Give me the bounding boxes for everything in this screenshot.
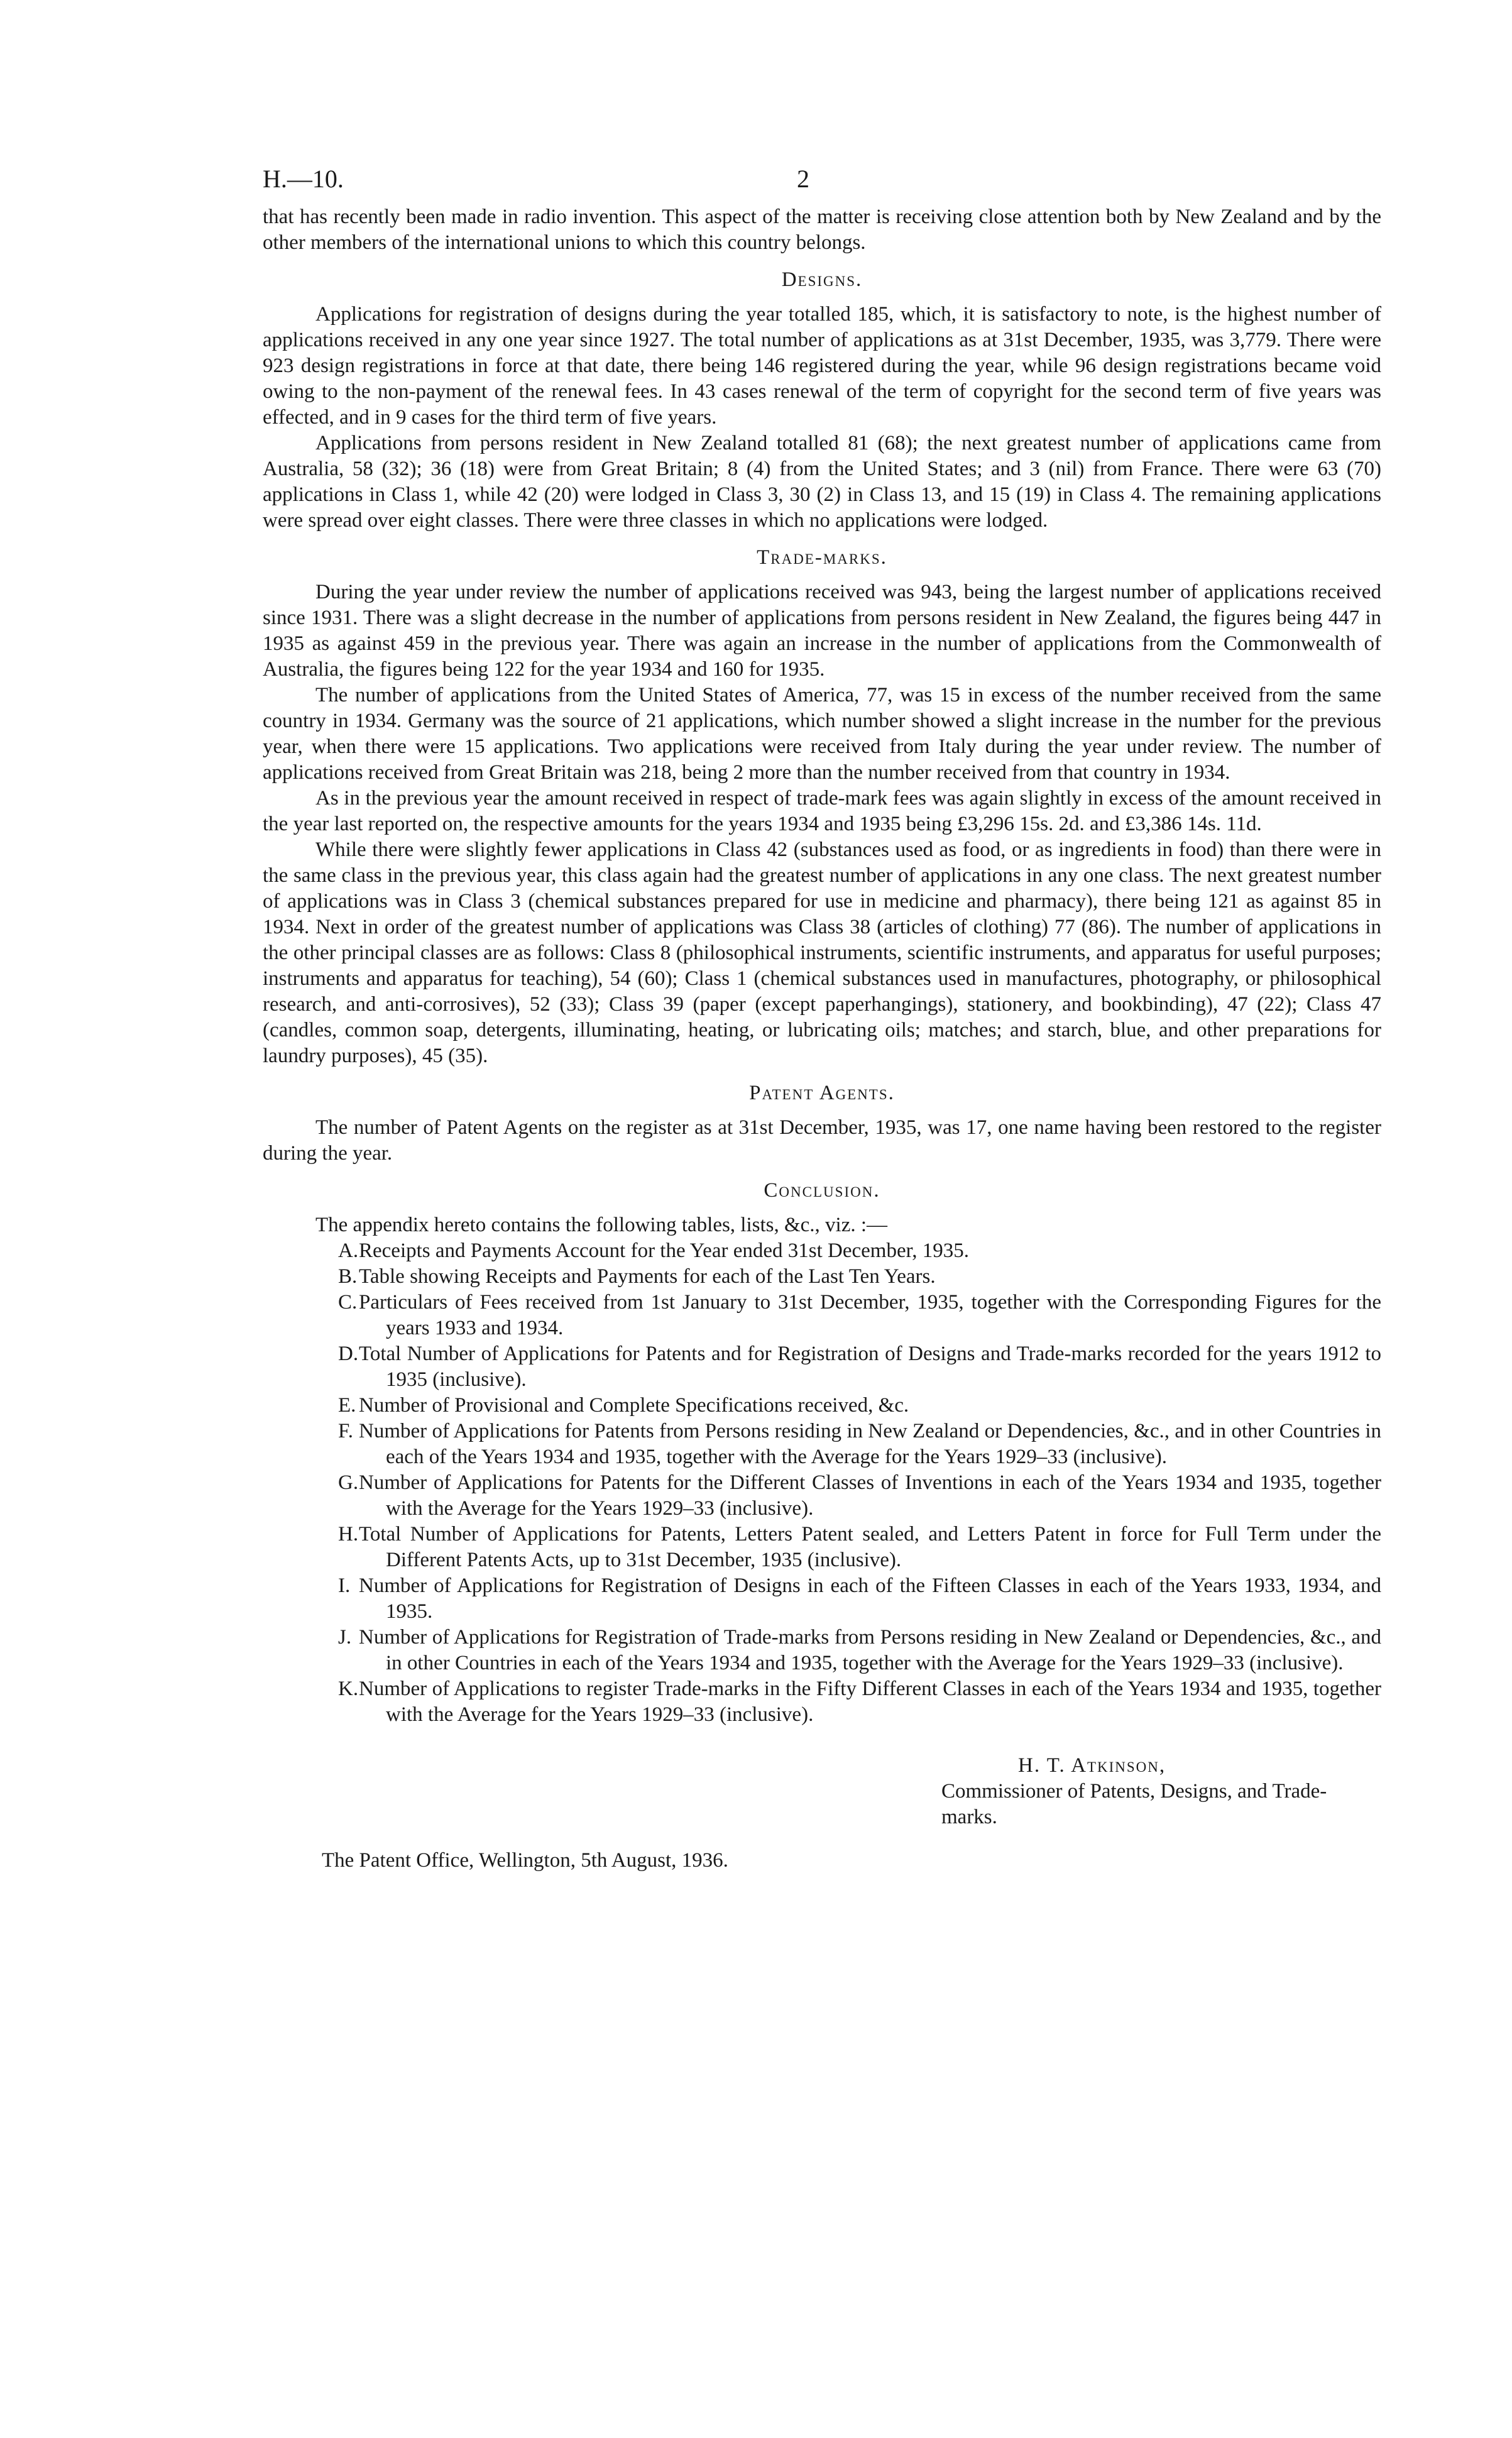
list-item-letter: D. (338, 1343, 359, 1365)
list-item-text: Number of Applications for Patents for the Different Classes of Inventions in each of the Years 1934 and 1935, together with the Average for the Years 1929–33 (inclusive). (359, 1471, 1381, 1520)
list-item-text: Particulars of Fees received from 1st January to 31st December, 1935, together with the Corresponding Figures for the years 1933 and 1934. (359, 1291, 1381, 1339)
list-item (263, 1676, 1381, 1728)
list-item-letter: G. (338, 1471, 359, 1494)
trade-marks-heading: Trade-marks. (757, 546, 887, 569)
list-item-letter: K. (338, 1677, 359, 1700)
conclusion-intro: The appendix hereto contains the following tables, lists, &c., viz. :— (315, 1214, 888, 1236)
running-head (263, 167, 1381, 204)
list-item-text: Table showing Receipts and Payments for each of the Last Ten Years. (359, 1265, 936, 1288)
designs-paragraph: Applications from persons resident in New Zealand totalled 81 (68); the next greatest number of applications came from Australia, 58 (32); 36 (18) were from Great Britain; 8 (4) from the United States; and 3 (nil) from France. There were 63 (70) applications in Class 1, while 42 (20) were lodged in Class 3, 30 (2) in Class 13, and 15 (19) in Class 4. The remaining applications were spread over eight classes. There were three classes in which no applications were lodged. (263, 432, 1381, 532)
list-item-text: Number of Applications for Registration of Trade-marks from Persons residing in New Zealand or Dependencies, &c., and in other Countries in each of the Years 1934 and 1935, together with the Average for the Years 1929–33 (inclusive). (359, 1626, 1381, 1674)
list-item-letter: C. (338, 1291, 358, 1314)
list-item-text: Number of Applications for Registration of Designs in each of the Fifteen Classes in each of the Years 1933, 1934, and 1935. (359, 1574, 1381, 1623)
list-item-letter: H. (338, 1523, 359, 1546)
list-item-text: Number of Provisional and Complete Specifications received, &c. (359, 1394, 909, 1417)
appendix-list (263, 1238, 1381, 1728)
list-item-text: Total Number of Applications for Patents and for Registration of Designs and Trade-marks recorded for the years 1912 to 1935 (inclusive). (359, 1343, 1381, 1391)
list-item-text: Number of Applications for Patents from Persons residing in New Zealand or Dependencies, &c., and in other Countries in each of the Years 1934 and 1935, together with the Average for the Years 1929–33 (inclusive). (359, 1420, 1381, 1468)
list-item-text: Total Number of Applications for Patents, Letters Patent sealed, and Letters Patent in force for Full Term under the Different Patents Acts, up to 31st December, 1935 (inclusive). (359, 1523, 1381, 1571)
document-page (263, 167, 1381, 1874)
list-item (263, 1341, 1381, 1393)
trade-marks-paragraph: During the year under review the number of applications received was 943, being the largest number of applications received since 1931. There was a slight decrease in the number of applications from persons resident in New Zealand, the figures being 447 in 1935 as against 459 in the previous year. There was again an increase in the number of applications from the Commonwealth of Australia, the figures being 122 for the year 1934 and 160 for 1935. (263, 581, 1381, 681)
list-item (263, 1522, 1381, 1573)
patent-agents-heading: Patent Agents. (749, 1082, 895, 1104)
list-item (263, 1573, 1381, 1625)
list-item-text: Receipts and Payments Account for the Year ended 31st December, 1935. (359, 1239, 970, 1262)
list-item-letter: F. (338, 1420, 353, 1442)
list-item (263, 1419, 1381, 1470)
page-number: 2 (797, 165, 809, 193)
trade-marks-paragraph: While there were slightly fewer applications in Class 42 (substances used as food, or as ingredients in food) than there were in the same class in the previous year, this class again had the greatest number of applications in any one class. The next greatest number of applications was in Class 3 (chemical substances prepared for use in medicine and pharmacy), there being 121 as against 85 in 1934. Next in order of the greatest number of applications was Class 38 (articles of clothing) 77 (86). The number of applications in the other principal classes are as follows: Class 8 (philosophical instruments, scientific instruments, and apparatus for useful purposes; instruments and apparatus for teaching), 54 (60); Class 1 (chemical substances used in manufactures, photography, or philosophical research, and anti-corrosives), 52 (33); Class 39 (paper (except paperhangings), stationery, and bookbinding), 47 (22); Class 47 (candles, common soap, detergents, illuminating, heating, or lubricating oils; matches; and starch, blue, and other preparations for laundry purposes), 45 (35). (263, 838, 1381, 1067)
designs-heading: Designs. (781, 268, 863, 291)
list-item-letter: B. (338, 1265, 358, 1288)
list-item (263, 1238, 1381, 1264)
list-item (263, 1290, 1381, 1341)
list-item (263, 1393, 1381, 1419)
conclusion-heading: Conclusion. (764, 1179, 880, 1202)
list-item-letter: I. (338, 1574, 351, 1597)
list-item (263, 1470, 1381, 1522)
list-item-letter: E. (338, 1394, 356, 1417)
signatory-title: Commissioner of Patents, Designs, and Trade-marks. (941, 1780, 1327, 1828)
designs-paragraph: Applications for registration of designs during the year totalled 185, which, it is satisfactory to note, is the highest number of applications received in any one year since 1927. The total number of applications as at 31st December, 1935, was 3,779. There were 923 design registrations in force at that date, there being 146 registered during the year, while 96 design registrations became void owing to the non-payment of the renewal fees. In 43 cases renewal of the term of copyright for the second term of five years was effected, and in 9 cases for the third term of five years. (263, 303, 1381, 429)
trade-marks-paragraph: The number of applications from the United States of America, 77, was 15 in excess of the number received from the same country in 1934. Germany was the source of 21 applications, which number showed a slight increase in the number for the previous year, when there were 15 applications. Two applications were received from Italy during the year under review. The number of applications received from Great Britain was 218, being 2 more than the number received from that country in 1934. (263, 684, 1381, 784)
list-item (263, 1264, 1381, 1290)
trade-marks-paragraph: As in the previous year the amount received in respect of trade-mark fees was again slightly in excess of the amount received in the year last reported on, the respective amounts for the years 1934 and 1935 being £3,296 15s. 2d. and £3,386 14s. 11d. (263, 787, 1381, 835)
document-code: H.—10. (263, 165, 344, 193)
list-item-letter: A. (338, 1239, 359, 1262)
signatory-name: H. T. Atkinson, (1018, 1754, 1166, 1777)
list-item (263, 1625, 1381, 1676)
list-item-text: Number of Applications to register Trade-marks in the Fifty Different Classes in each of the Years 1934 and 1935, together with the Average for the Years 1929–33 (inclusive). (359, 1677, 1381, 1726)
signature-block (263, 1753, 1381, 1830)
place-and-date: The Patent Office, Wellington, 5th August, 1936. (322, 1849, 728, 1872)
list-item-letter: J. (338, 1626, 352, 1649)
opening-paragraph: that has recently been made in radio invention. This aspect of the matter is receiving close attention both by New Zealand and by the other members of the international unions to which this country belongs. (263, 206, 1381, 254)
patent-agents-paragraph: The number of Patent Agents on the register as at 31st December, 1935, was 17, one name having been restored to the register during the year. (263, 1116, 1381, 1165)
